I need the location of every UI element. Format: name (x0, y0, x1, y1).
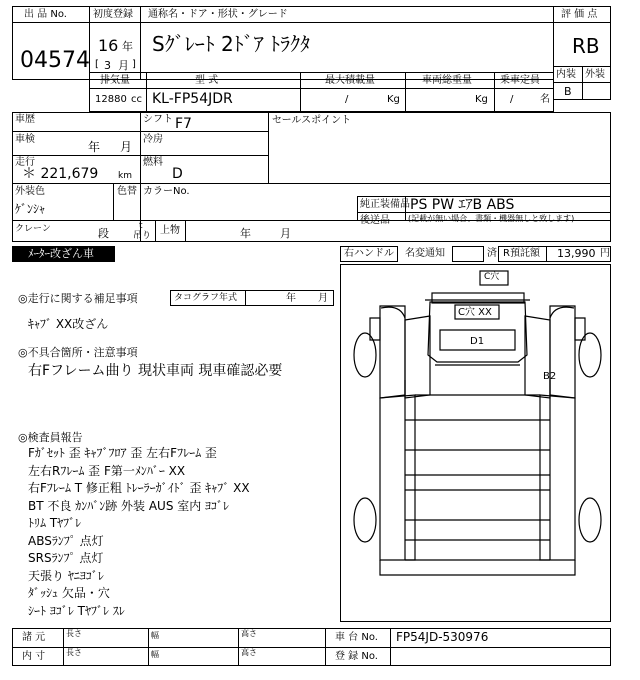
divider (245, 290, 246, 306)
inspector-line: Fｶﾞｾｯﾄ 歪 ｷｬﾌﾞﾌﾛｱ 歪 左右Fﾌﾚｰﾑ 歪 (28, 446, 217, 460)
exterior-color-value: ｹﾞﾝｼｬ (15, 202, 46, 216)
equipment-label: 純正装備品 (360, 199, 410, 210)
displacement-value: 12880 (95, 94, 127, 105)
reg-month-bracket-end: ] (132, 59, 136, 70)
retrofit-note: (記載が無い場合、書類・機器無しと致します) (408, 214, 575, 223)
chassis-value: FP54JD-530976 (396, 630, 489, 644)
max-load-slash: / (345, 94, 349, 105)
recycle-unit: 円 (600, 248, 610, 259)
capacity-label: 乗車定員 (500, 75, 540, 86)
registration-label: 登 録 No. (335, 651, 378, 662)
model-label: 通称名・ドア・形状・グレード (148, 9, 288, 20)
type-value: KL-FP54JDR (152, 91, 233, 107)
mileage-value: ＊ 221,679 (22, 166, 99, 182)
right-handle: 右ハンドル (344, 248, 394, 259)
divider (12, 647, 611, 648)
inspector-line: 右Fﾌﾚｰﾑ T 修正粗 ﾄﾚｰﾗｰｶﾞｲﾄﾞ 歪 ｷｬﾌﾞ XX (28, 481, 250, 495)
upper-year: 年 (240, 227, 251, 240)
interior-label: 内装 (556, 69, 576, 80)
d1-mark: D1 (470, 336, 485, 347)
divider (546, 246, 547, 262)
b2-mark: B2 (543, 371, 557, 382)
max-load-unit: Kg (387, 94, 400, 105)
divider (12, 183, 611, 184)
inspector-line: 左右Rﾌﾚｰﾑ 歪 F第一ﾒﾝﾊﾞｰ XX (28, 463, 186, 478)
defect-text: 右Fフレーム曲り 現状車両 現車確認必要 (28, 363, 283, 379)
chassis-label: 車 台 No. (335, 632, 378, 643)
divider (12, 155, 268, 156)
gross-weight-unit: Kg (475, 94, 488, 105)
divider (553, 22, 611, 23)
color-change-label: 色替 (117, 186, 137, 197)
lot-label: 出 品 No. (24, 9, 67, 20)
inspector-line: 天張り ﾔﾆﾖｺﾞﾚ (28, 568, 104, 583)
reg-month-unit: 月 (118, 59, 129, 72)
height-label-2: 高さ (241, 648, 257, 657)
inspection-label: 車検 (15, 134, 35, 145)
divider (494, 72, 495, 112)
reg-month: 3 (104, 59, 111, 72)
inspector-line: SRSﾗﾝﾌﾟ 点灯 (28, 551, 104, 565)
reg-month-bracket: [ (95, 59, 99, 70)
cab-damage-mark: C穴 XX (458, 307, 492, 318)
exterior-color-label: 外装色 (15, 186, 45, 197)
width-label-2: 幅 (151, 650, 159, 659)
equipment-value: PS PW ｴｱB ABS (410, 197, 515, 213)
divider (140, 6, 141, 80)
divider (300, 72, 301, 112)
mileage-unit: km (118, 171, 132, 181)
displacement-unit: cc (131, 94, 142, 105)
divider (405, 72, 406, 112)
exterior-label: 外装 (585, 69, 605, 80)
grade: Sｸﾞﾚｰﾄ 2ﾄﾞｱ ﾄﾗｸﾀ (152, 32, 311, 56)
inspector-line: ﾀﾞｯｼｭ 欠品・穴 (28, 586, 110, 600)
shift-label: シフト (143, 114, 173, 125)
interior-score: B (564, 85, 572, 98)
eval-label: 評 価 点 (561, 9, 598, 20)
type-label: 型 式 (195, 75, 219, 86)
defect-label: ◎不具合箇所・注意事項 (18, 346, 138, 359)
divider (89, 22, 554, 23)
divider (268, 112, 269, 184)
driving-text: ｷｬﾌﾞ XX改ざん (28, 317, 109, 331)
divider (146, 72, 147, 112)
divider (63, 628, 64, 666)
divider (582, 66, 583, 100)
divider (89, 88, 554, 89)
first-reg-label: 初度登録 (93, 9, 133, 20)
meter-tamper-text: ﾒｰﾀｰ改ざん車 (28, 247, 94, 260)
tacho-month: 月 (318, 293, 328, 304)
fuel-label: 燃料 (143, 157, 163, 168)
name-change-label: 名変通知 (405, 248, 445, 259)
gross-weight-label: 車両総重量 (422, 75, 472, 86)
divider (12, 22, 90, 23)
retrofit-label: 後送品 (360, 215, 390, 226)
inspector-line: BT 不良 ｶﾝﾊﾞﾝ跡 外装 AUS 室内 ﾖｺﾞﾚ (28, 498, 230, 513)
crane-t: t (139, 221, 143, 231)
divider (113, 183, 114, 220)
name-change-box (452, 246, 484, 262)
divider (148, 628, 149, 666)
inspector-line: ｼｰﾄ ﾖｺﾞﾚ Tﾔﾌﾞﾚ ｽﾚ (28, 603, 125, 618)
inspector-label: ◎検査員報告 (18, 431, 83, 444)
divider (357, 196, 358, 220)
divider (325, 628, 326, 666)
specs-label: 諸 元 (22, 632, 46, 643)
sales-point-label: セールスポイント (272, 115, 352, 126)
history-label: 車歴 (15, 114, 35, 125)
divider (155, 220, 156, 242)
inspector-line: ﾄﾘﾑ Tﾔﾌﾞﾚ (28, 516, 82, 530)
shift-value: F7 (175, 116, 192, 132)
fuel-value: D (172, 166, 183, 182)
crane-stage: 段 (98, 227, 109, 240)
reg-year-unit: 年 (122, 40, 133, 53)
divider (12, 131, 268, 132)
tachograph-label: タコグラフ年式 (174, 293, 238, 303)
tax-done: 済 (487, 248, 497, 259)
length-label-2: 長さ (66, 648, 82, 657)
aircon-label: 冷房 (143, 134, 163, 145)
tacho-year: 年 (286, 293, 296, 304)
capacity-slash: / (510, 94, 514, 105)
max-load-label: 最大積載量 (325, 75, 375, 86)
recycle-value: 13,990 (557, 247, 596, 260)
driving-label: ◎走行に関する補足事項 (18, 292, 138, 305)
reg-year: 16 (98, 36, 119, 55)
crane-lift: 吊り (133, 231, 152, 241)
displacement-label: 排気量 (100, 75, 130, 86)
meter-tamper-banner (12, 246, 115, 262)
inspector-line: ABSﾗﾝﾌﾟ 点灯 (28, 533, 104, 548)
upper-month: 月 (280, 227, 291, 240)
length-label: 長さ (66, 629, 82, 638)
color-no-label: カラーNo. (143, 186, 190, 197)
divider (238, 628, 239, 666)
upper-label: 上物 (160, 225, 180, 236)
divider (390, 628, 391, 666)
inspection-year: 年 (88, 140, 101, 154)
mileage-label: 走行 (15, 157, 35, 168)
eval-score: RB (572, 34, 600, 58)
inner-size-label: 内 寸 (22, 651, 46, 662)
lot-number: 04574 (20, 48, 90, 73)
width-label: 幅 (151, 631, 159, 640)
divider (185, 220, 186, 242)
height-label: 高さ (241, 629, 257, 638)
top-damage-mark: C穴 (484, 272, 500, 282)
recycle-label: R預託額 (503, 248, 540, 259)
crane-label: クレーン (15, 224, 51, 234)
inspection-month: 月 (120, 140, 133, 154)
capacity-unit: 名 (540, 94, 550, 105)
